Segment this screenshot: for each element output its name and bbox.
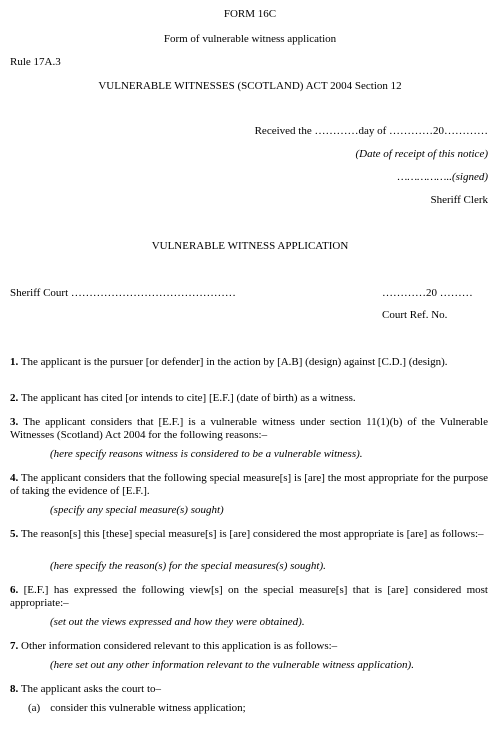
paragraph-2 [10, 392, 488, 405]
paragraph-6 [10, 584, 488, 610]
paragraph-3 [10, 416, 488, 442]
sub-item-text: consider this vulnerable witness application; [50, 702, 246, 714]
form-title: FORM 16C [223, 8, 277, 20]
paragraph-text: [E.F.] has expressed the following view[s] on the special measure[s] that is [are] considered most appropriate:– [10, 584, 488, 609]
date-of-receipt-note: (Date of receipt of this notice) [355, 148, 488, 160]
paragraph-number: 8. [10, 683, 19, 695]
paragraph-7-note: (here set out any other information relevant to the vulnerable witness application). [50, 659, 414, 671]
paragraph-number: 7. [10, 640, 19, 652]
paragraph-5 [10, 528, 488, 541]
paragraph-text: The applicant considers that the following special measure[s] is [are] the most appropriate for the purpose of taking the evidence of [E.F.]. [10, 472, 488, 497]
paragraph-number: 4. [10, 472, 19, 484]
form-subtitle: Form of vulnerable witness application [163, 33, 337, 45]
paragraph-number: 6. [10, 584, 19, 596]
sheriff-clerk-label: Sheriff Clerk [430, 194, 488, 206]
paragraph-8 [10, 683, 488, 696]
paragraph-4 [10, 472, 488, 498]
paragraph-1 [10, 356, 488, 369]
application-title: VULNERABLE WITNESS APPLICATION [151, 240, 349, 252]
received-line: Received the …………day of …………20………… [254, 125, 488, 137]
paragraph-text: The applicant considers that [E.F.] is a vulnerable witness under section 11(1)(b) of the Vulnerable Witnesses (Scotland) Act 2004 for the following reasons:– [10, 416, 488, 441]
court-ref-label: Court Ref. No. [382, 309, 448, 321]
paragraph-text: The applicant is the pursuer [or defender] in the action by [A.B] (design) against [C.D.] (design). [20, 356, 448, 368]
paragraph-text: Other information considered relevant to this application is as follows:– [21, 640, 338, 652]
paragraph-7 [10, 640, 488, 653]
paragraph-number: 2. [10, 392, 19, 404]
paragraph-5-note: (here specify the reason(s) for the special measures(s) sought). [50, 560, 326, 572]
paragraph-4-note: (specify any special measure(s) sought) [50, 504, 224, 516]
paragraph-text: The applicant asks the court to– [20, 683, 162, 695]
act-heading: VULNERABLE WITNESSES (SCOTLAND) ACT 2004 Section 12 [98, 80, 402, 92]
paragraph-6-note: (set out the views expressed and how they were obtained). [50, 616, 305, 628]
date-blank: …………20 ……… [382, 287, 473, 299]
signature-line: ……………..(signed) [397, 171, 488, 183]
sub-item-label: (a) [28, 702, 41, 714]
paragraph-text: The applicant has cited [or intends to cite] [E.F.] (date of birth) as a witness. [20, 392, 356, 404]
rule-reference: Rule 17A.3 [10, 56, 61, 68]
paragraph-text: The reason[s] this [these] special measure[s] is [are] considered the most appropriate is [are] as follows:– [20, 528, 484, 540]
paragraph-3-note: (here specify reasons witness is considered to be a vulnerable witness). [50, 448, 363, 460]
sub-item-a [28, 702, 246, 715]
paragraph-number: 5. [10, 528, 19, 540]
sheriff-court-line: Sheriff Court ……………………………………… [10, 287, 236, 299]
paragraph-number: 1. [10, 356, 19, 368]
paragraph-number: 3. [10, 416, 19, 428]
